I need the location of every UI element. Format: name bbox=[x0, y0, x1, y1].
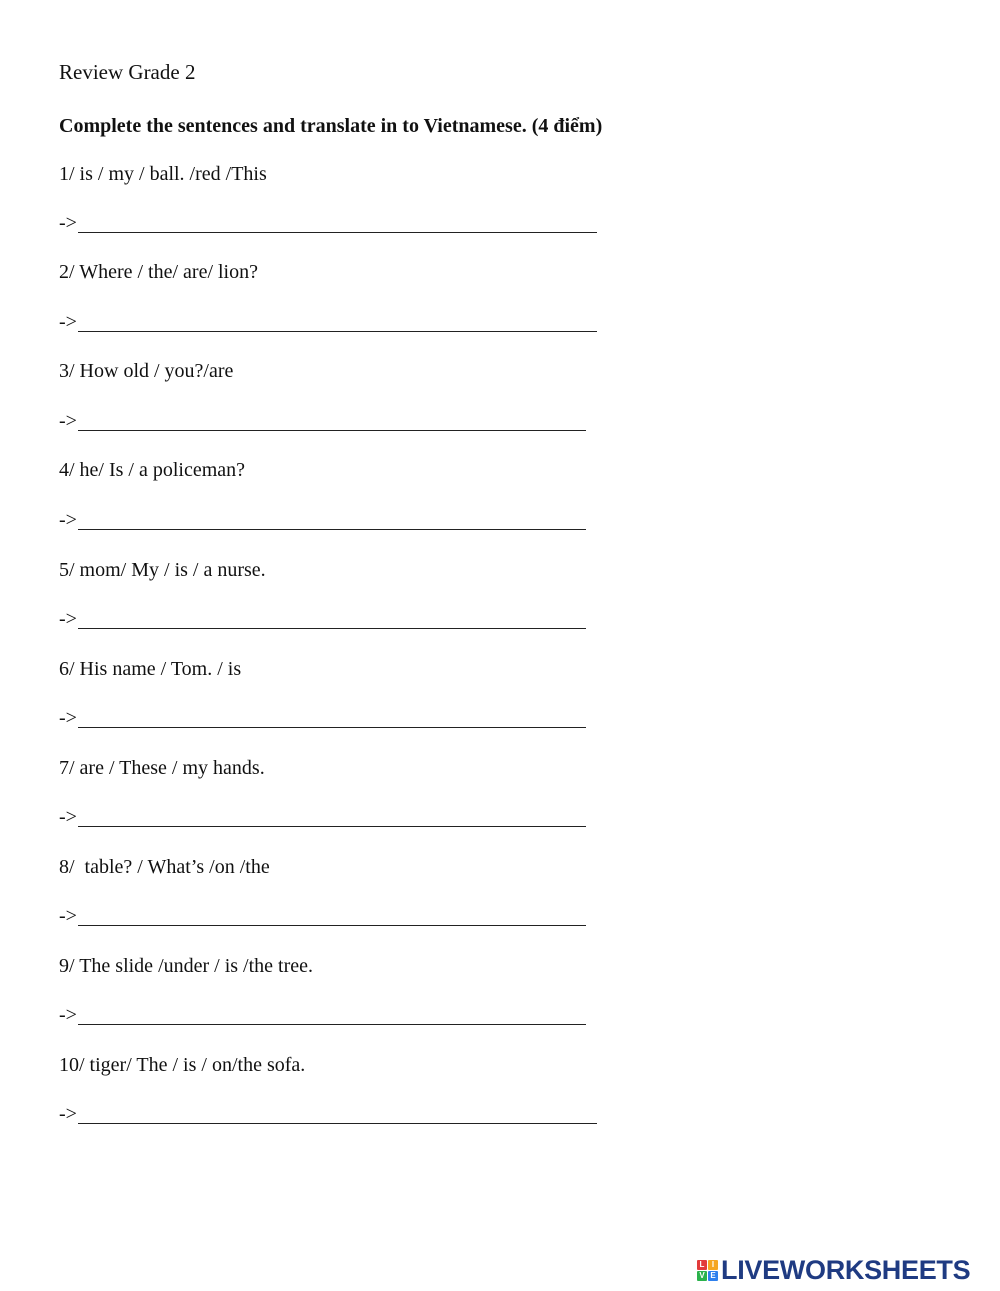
answer-field[interactable] bbox=[59, 903, 586, 929]
answer-field[interactable] bbox=[59, 606, 586, 632]
logo-tile-l: L bbox=[697, 1260, 707, 1270]
question-text: 4/ he/ Is / a policeman? bbox=[59, 459, 246, 481]
logo-tile-e: E bbox=[708, 1271, 718, 1281]
instruction-heading: Complete the sentences and translate in to Vietnamese. (4 điểm) bbox=[59, 115, 603, 137]
answer-prefix: -> bbox=[59, 1004, 77, 1026]
answer-field[interactable] bbox=[59, 1101, 597, 1127]
answer-line bbox=[78, 1123, 597, 1124]
answer-prefix: -> bbox=[59, 410, 77, 432]
answer-line bbox=[78, 826, 586, 827]
answer-prefix: -> bbox=[59, 707, 77, 729]
question-text: 9/ The slide /under / is /the tree. bbox=[59, 955, 314, 977]
answer-line bbox=[78, 529, 586, 530]
question-text: 6/ His name / Tom. / is bbox=[59, 658, 242, 680]
brand-name: LIVEWORKSHEETS bbox=[721, 1254, 971, 1285]
page-title: Review Grade 2 bbox=[59, 60, 196, 84]
answer-prefix: -> bbox=[59, 608, 77, 630]
answer-line bbox=[78, 727, 586, 728]
answer-prefix: -> bbox=[59, 509, 77, 531]
question-text: 8/ table? / What’s /on /the bbox=[59, 856, 270, 878]
answer-field[interactable] bbox=[59, 1002, 586, 1028]
answer-line bbox=[78, 232, 597, 233]
question-text: 3/ How old / you?/are bbox=[59, 360, 234, 382]
answer-field[interactable] bbox=[59, 210, 597, 236]
question-text: 5/ mom/ My / is / a nurse. bbox=[59, 559, 266, 581]
answer-prefix: -> bbox=[59, 905, 77, 927]
answer-prefix: -> bbox=[59, 212, 77, 234]
liveworksheets-brand[interactable] bbox=[697, 1255, 970, 1285]
question-text: 10/ tiger/ The / is / on/the sofa. bbox=[59, 1054, 306, 1076]
answer-line bbox=[78, 331, 597, 332]
answer-field[interactable] bbox=[59, 309, 597, 335]
answer-line bbox=[78, 1024, 586, 1025]
question-text: 2/ Where / the/ are/ lion? bbox=[59, 261, 258, 283]
liveworksheets-logo-icon bbox=[697, 1260, 718, 1281]
logo-tile-v: V bbox=[697, 1271, 707, 1281]
question-text: 1/ is / my / ball. /red /This bbox=[59, 163, 267, 185]
answer-field[interactable] bbox=[59, 804, 586, 830]
question-text: 7/ are / These / my hands. bbox=[59, 757, 265, 779]
answer-prefix: -> bbox=[59, 1103, 77, 1125]
answer-line bbox=[78, 628, 586, 629]
answer-prefix: -> bbox=[59, 806, 77, 828]
answer-line bbox=[78, 925, 586, 926]
answer-field[interactable] bbox=[59, 705, 586, 731]
answer-line bbox=[78, 430, 586, 431]
answer-prefix: -> bbox=[59, 311, 77, 333]
answer-field[interactable] bbox=[59, 507, 586, 533]
answer-field[interactable] bbox=[59, 408, 586, 434]
logo-tile-i: I bbox=[708, 1260, 718, 1270]
